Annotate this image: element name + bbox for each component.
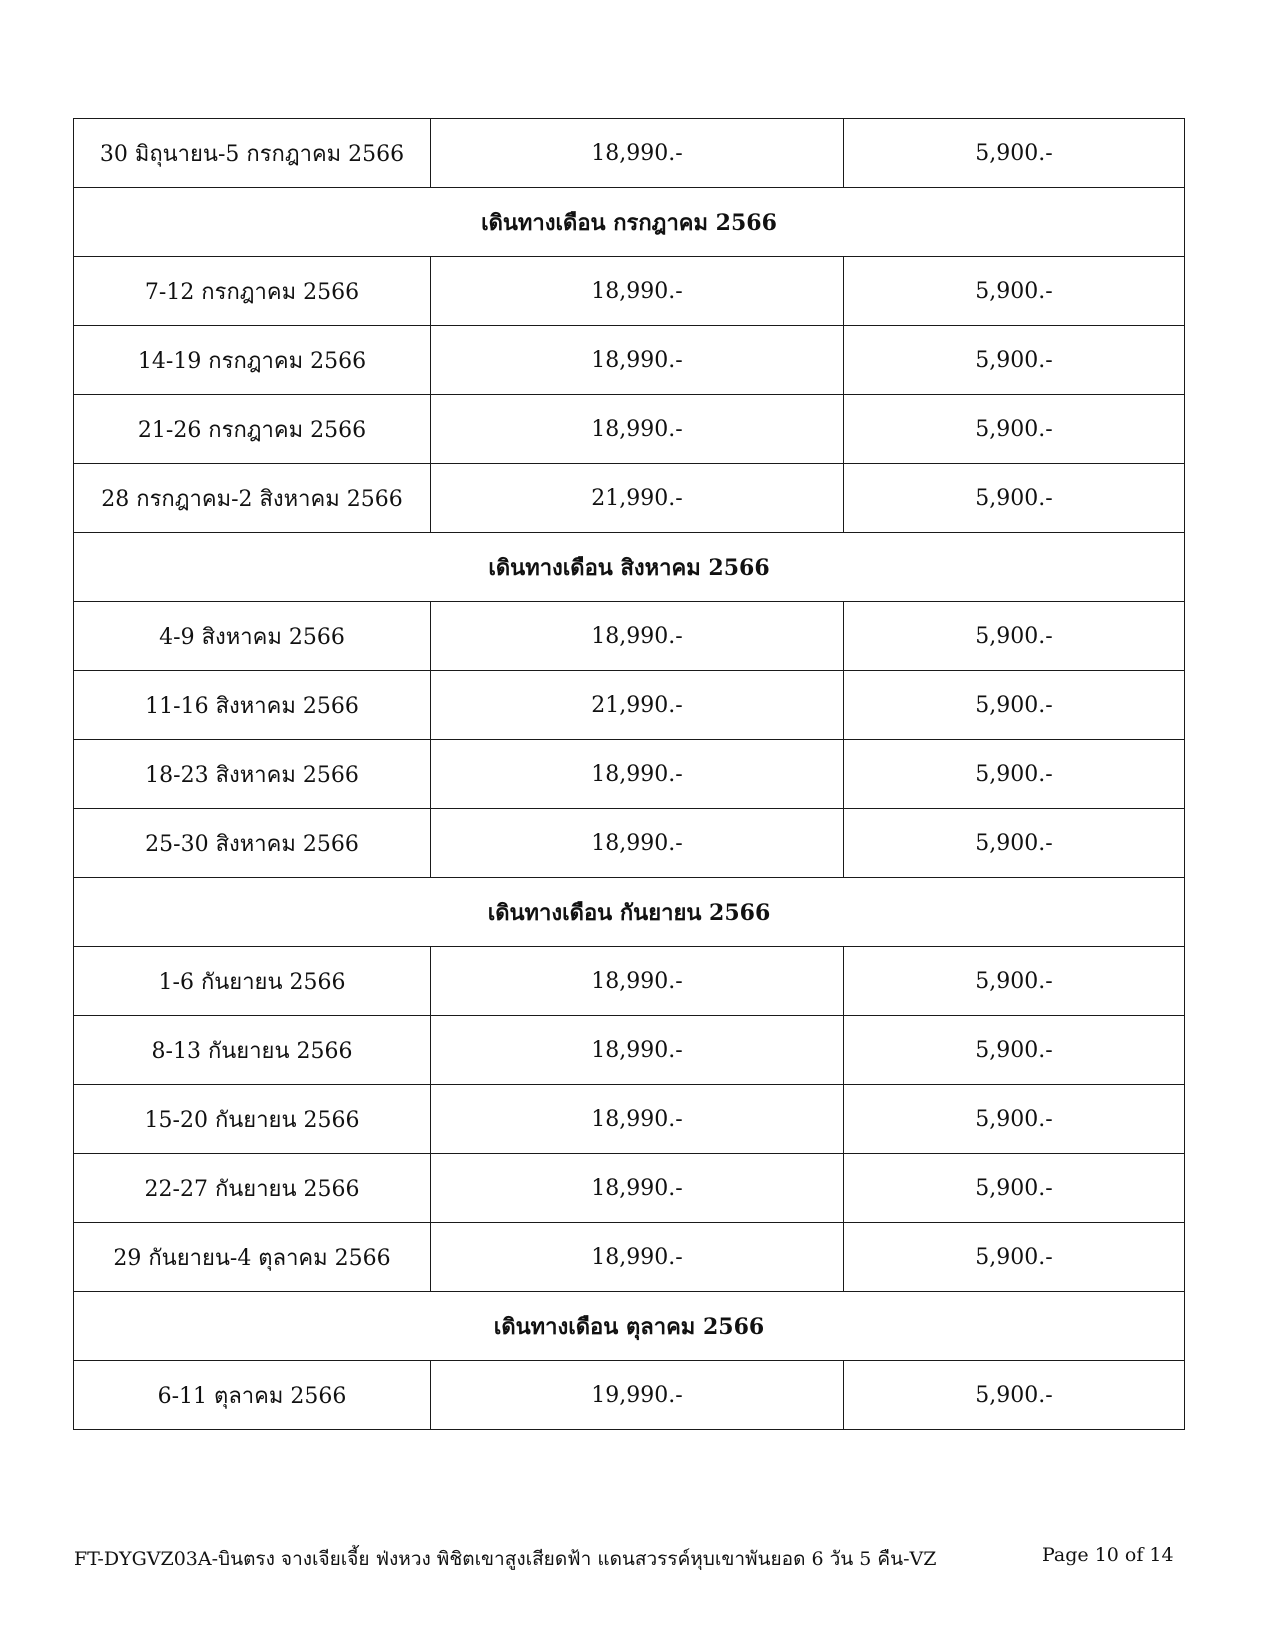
footer-document-code: FT-DYGVZ03A-บินตรง จางเจียเจี้ย ฟ่งหวง พิชิตเขาสูงเสียดฟ้า แดนสวรรค์หุบเขาพันยอด 6 วัน 5 คืน-VZ: [74, 1548, 937, 1570]
single-supplement-cell: 5,900.-: [844, 1361, 1185, 1430]
table-row: [74, 740, 1185, 809]
table-row: [74, 1154, 1185, 1223]
price-table: [73, 118, 1185, 1430]
price-cell: 18,990.-: [431, 1223, 844, 1292]
travel-date-cell: 28 กรกฎาคม-2 สิงหาคม 2566: [74, 464, 431, 533]
single-supplement-cell: 5,900.-: [844, 257, 1185, 326]
footer-page-number: Page 10 of 14: [1042, 1544, 1174, 1566]
table-row: [74, 1223, 1185, 1292]
month-header-title: เดินทางเดือน สิงหาคม 2566: [74, 533, 1185, 602]
single-supplement-cell: 5,900.-: [844, 1016, 1185, 1085]
table-row: [74, 947, 1185, 1016]
single-supplement-cell: 5,900.-: [844, 119, 1185, 188]
table-row: [74, 395, 1185, 464]
page-footer: [74, 1544, 1194, 1574]
single-supplement-cell: 5,900.-: [844, 1154, 1185, 1223]
price-cell: 18,990.-: [431, 326, 844, 395]
month-header-title: เดินทางเดือน ตุลาคม 2566: [74, 1292, 1185, 1361]
price-cell: 19,990.-: [431, 1361, 844, 1430]
month-header-title: เดินทางเดือน กรกฎาคม 2566: [74, 188, 1185, 257]
price-cell: 18,990.-: [431, 1154, 844, 1223]
price-cell: 18,990.-: [431, 740, 844, 809]
price-cell: 18,990.-: [431, 602, 844, 671]
travel-date-cell: 8-13 กันยายน 2566: [74, 1016, 431, 1085]
single-supplement-cell: 5,900.-: [844, 740, 1185, 809]
travel-date-cell: 7-12 กรกฎาคม 2566: [74, 257, 431, 326]
travel-date-cell: 6-11 ตุลาคม 2566: [74, 1361, 431, 1430]
price-cell: 21,990.-: [431, 464, 844, 533]
single-supplement-cell: 5,900.-: [844, 1223, 1185, 1292]
price-cell: 18,990.-: [431, 1016, 844, 1085]
price-cell: 18,990.-: [431, 119, 844, 188]
table-row: [74, 602, 1185, 671]
travel-date-cell: 18-23 สิงหาคม 2566: [74, 740, 431, 809]
table-row: [74, 326, 1185, 395]
travel-date-cell: 15-20 กันยายน 2566: [74, 1085, 431, 1154]
price-cell: 21,990.-: [431, 671, 844, 740]
price-cell: 18,990.-: [431, 947, 844, 1016]
single-supplement-cell: 5,900.-: [844, 671, 1185, 740]
single-supplement-cell: 5,900.-: [844, 1085, 1185, 1154]
travel-date-cell: 29 กันยายน-4 ตุลาคม 2566: [74, 1223, 431, 1292]
single-supplement-cell: 5,900.-: [844, 602, 1185, 671]
single-supplement-cell: 5,900.-: [844, 326, 1185, 395]
month-header-row: [74, 533, 1185, 602]
single-supplement-cell: 5,900.-: [844, 947, 1185, 1016]
travel-date-cell: 11-16 สิงหาคม 2566: [74, 671, 431, 740]
single-supplement-cell: 5,900.-: [844, 464, 1185, 533]
travel-date-cell: 30 มิถุนายน-5 กรกฎาคม 2566: [74, 119, 431, 188]
travel-date-cell: 22-27 กันยายน 2566: [74, 1154, 431, 1223]
table-row: [74, 257, 1185, 326]
single-supplement-cell: 5,900.-: [844, 395, 1185, 464]
month-header-row: [74, 1292, 1185, 1361]
table-row: [74, 119, 1185, 188]
travel-date-cell: 14-19 กรกฎาคม 2566: [74, 326, 431, 395]
price-cell: 18,990.-: [431, 809, 844, 878]
travel-date-cell: 25-30 สิงหาคม 2566: [74, 809, 431, 878]
price-cell: 18,990.-: [431, 395, 844, 464]
table-row: [74, 1016, 1185, 1085]
month-header-row: [74, 188, 1185, 257]
month-header-title: เดินทางเดือน กันยายน 2566: [74, 878, 1185, 947]
table-row: [74, 671, 1185, 740]
travel-date-cell: 4-9 สิงหาคม 2566: [74, 602, 431, 671]
travel-date-cell: 1-6 กันยายน 2566: [74, 947, 431, 1016]
price-cell: 18,990.-: [431, 1085, 844, 1154]
table-row: [74, 1361, 1185, 1430]
table-row: [74, 1085, 1185, 1154]
table-row: [74, 464, 1185, 533]
table-row: [74, 809, 1185, 878]
price-cell: 18,990.-: [431, 257, 844, 326]
single-supplement-cell: 5,900.-: [844, 809, 1185, 878]
month-header-row: [74, 878, 1185, 947]
travel-date-cell: 21-26 กรกฎาคม 2566: [74, 395, 431, 464]
price-table-body: [74, 119, 1185, 1430]
